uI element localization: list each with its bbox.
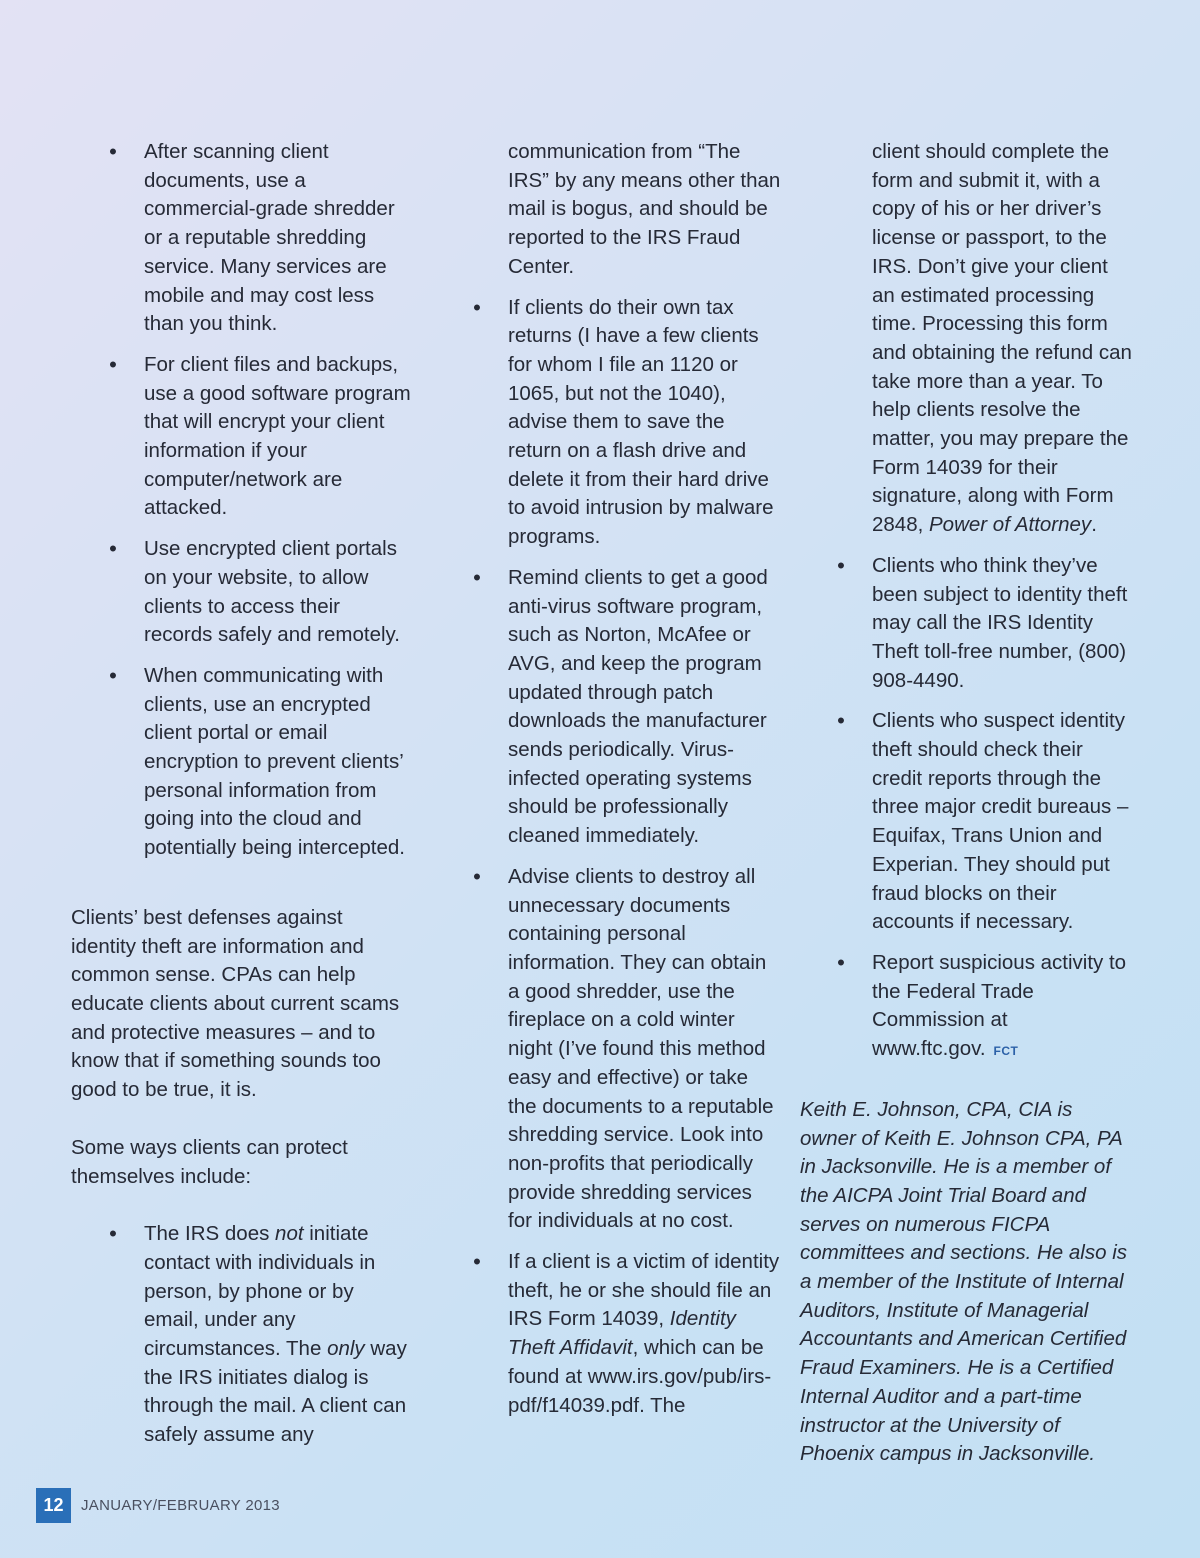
column-2 [471,138,781,1432]
bullet-icon [107,138,119,168]
list-item: • If clients do their own tax returns (I have a few clients for whom I file an 1120 or 1065, but not the 1040), advise them to save the return on a flash drive and delete it from their hard drive to avoid intrusion by malware programs. [471,294,781,552]
author-bio: Keith E. Johnson, CPA, CIA is owner of Keith E. Johnson CPA, PA in Jacksonville. He is a member of the AICPA Joint Trial Board and serves on numerous FICPA committees and sections. He also is a member of the Institute of Internal Auditors, Institute of Managerial Accountants and American Certified Fraud Examiners. He is a Certified Internal Auditor and a part-time instructor at the University of Phoenix campus in Jacksonville. [800,1097,1127,1466]
bullet-icon [835,552,847,582]
list-item: • Report suspicious activity to the Federal Trade Commission at www.ftc.gov. FCT [835,949,1135,1066]
bullet-icon [835,949,847,979]
list-item: • For client files and backups, use a good software program that will encrypt your client information if your computer/network are attacked. [107,351,411,523]
paragraph-defenses: Clients’ best defenses against identity theft are information and common sense. CPAs can help educate clients about current scams and protective measures – and to know that if something sounds too good to be true, it is. [71,905,400,1102]
list-item: • The IRS does not initiate contact with individuals in person, by phone or by email, under any circumstances. The only way the IRS initiates dialog is through the mail. A client can safely assume any [107,1220,411,1450]
bullet-icon [471,1248,483,1278]
issue-date: JANUARY/FEBRUARY 2013 [81,1497,280,1514]
list-item: • If a client is a victim of identity theft, he or she should file an IRS Form 14039, Identity Theft Affidavit, which can be found at www.irs.gov/pub/irs-pdf/f14039.pdf. The [471,1248,781,1420]
page-footer [36,1488,280,1523]
list-item: • Use encrypted client portals on your website, to allow clients to access their records safely and remotely. [107,535,411,650]
paragraph-ways: Some ways clients can protect themselves include: [71,1135,348,1188]
end-mark: FCT [993,1044,1019,1059]
bullet-icon [835,707,847,737]
list-item: • Clients who think they’ve been subject to identity theft may call the IRS Identity Theft toll-free number, (800) 908-4490. [835,552,1135,696]
security-tips-list [71,138,411,863]
list-item: • After scanning client documents, use a commercial-grade shredder or a reputable shredding service. Many services are mobile and may cost less than you think. [107,138,411,339]
list-item-continued: client should complete the form and submit it, with a copy of his or her driver’s license or passport, to the IRS. Don’t give your client an estimated processing time. Processing this form and obtaining the refund can take more than a year. To help clients resolve the matter, you may prepare the Form 14039 for their signature, along with Form 2848, Power of Attorney. [872,140,1132,537]
bullet-icon [107,351,119,381]
column-3 [800,138,1135,1469]
protection-list [71,1220,411,1450]
bullet-icon [471,863,483,893]
bullet-icon [471,294,483,324]
protection-list-continued-2 [835,138,1135,1066]
page-number: 12 [36,1488,71,1523]
list-item: • When communicating with clients, use an encrypted client portal or email encryption to prevent clients’ personal information from going into the cloud and potentially being intercepted. [107,662,411,863]
bullet-icon [107,662,119,692]
bullet-icon [107,1220,119,1250]
list-item: • Remind clients to get a good anti-virus software program, such as Norton, McAfee or AVG, and keep the program updated through patch downloads the manufacturer sends periodically. Virus-infected operating systems should be professionally cleaned immediately. [471,564,781,851]
list-item-continued: communication from “The IRS” by any means other than mail is bogus, and should be reported to the IRS Fraud Center. [508,140,781,278]
list-item: • Clients who suspect identity theft should check their credit reports through the three major credit bureaus – Equifax, Trans Union and Experian. They should put fraud blocks on their accounts if necessary. [835,707,1135,937]
column-1 [71,138,411,1462]
protection-list-continued [471,138,781,1420]
list-item: • Advise clients to destroy all unnecessary documents containing personal information. They can obtain a good shredder, use the fireplace on a cold winter night (I’ve found this method easy and effective) or take the documents to a reputable shredding service. Look into non-profits that periodically provide shredding services for individuals at no cost. [471,863,781,1236]
bullet-icon [107,535,119,565]
bullet-icon [471,564,483,594]
